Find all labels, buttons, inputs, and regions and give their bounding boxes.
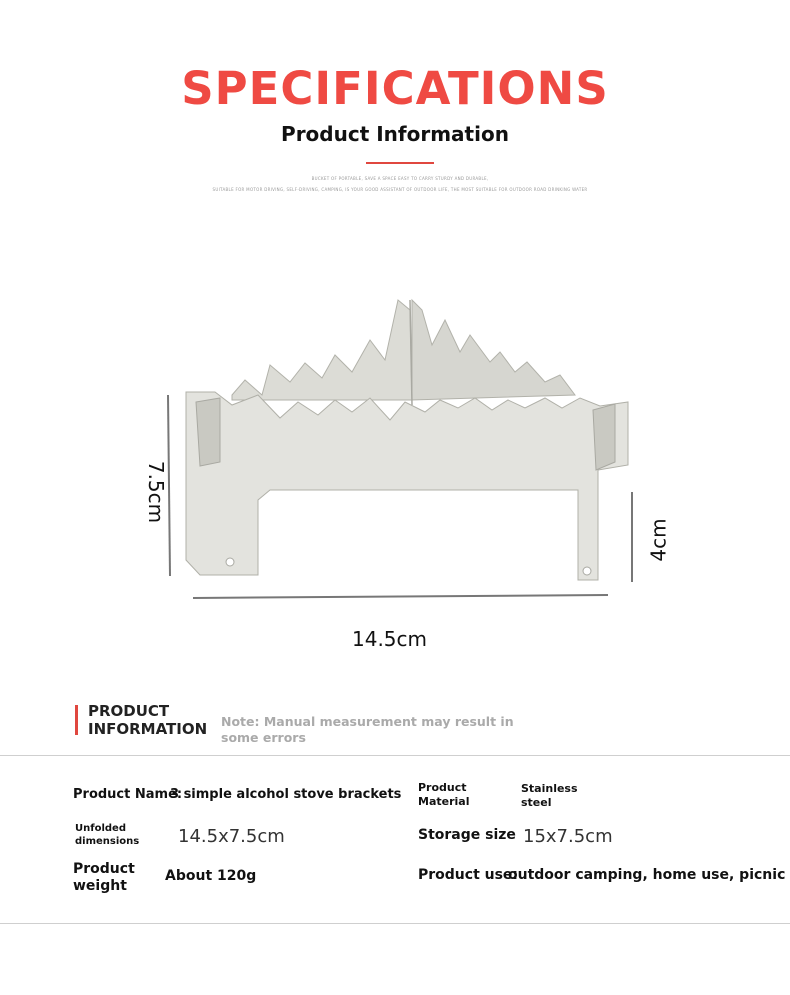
- section-title: PRODUCT INFORMATION: [88, 702, 208, 738]
- product-weight-value: About 120g: [165, 868, 257, 884]
- product-name-value: 3 simple alcohol stove brackets: [170, 787, 402, 802]
- back-plate: [232, 300, 412, 400]
- tagline-line-2: SUITABLE FOR MOTOR DRIVING, SELF-DRIVING, CAMPING, IS YOUR GOOD ASSISTANT OF OUTDOOR LIFE, THE MOST SUITABLE FOR OUTDOOR ROAD DRINKING WATER: [212, 187, 588, 192]
- unfolded-dimensions-value: 14.5x7.5cm: [178, 826, 285, 847]
- unfolded-dimensions-label: Unfolded dimensions: [75, 823, 140, 847]
- product-name-label: Product Name:: [73, 787, 183, 802]
- product-weight-label: Product weight: [73, 861, 135, 894]
- section-accent-bar: [75, 705, 78, 735]
- specs-top-divider: [0, 755, 790, 756]
- left-tab: [196, 398, 220, 466]
- specs-bottom-divider: [0, 923, 790, 924]
- material-value: Stainless steel: [521, 782, 578, 809]
- width-dimension-line: [193, 595, 608, 598]
- right-hole: [583, 567, 591, 575]
- product-use-label: Product use:: [418, 867, 519, 883]
- left-hole: [226, 558, 234, 566]
- page-title: SPECIFICATIONS: [181, 62, 609, 115]
- width-dimension-label: 14.5cm: [352, 627, 428, 651]
- tagline-line-1: BUCKET OF PORTABLE, SAVE A SPACE EASY TO CARRY STURDY AND DURABLE,: [311, 176, 489, 181]
- back-plate-right: [412, 300, 575, 400]
- right-tab: [593, 404, 615, 470]
- leg-dimension-label: 4cm: [646, 518, 671, 562]
- page-subtitle: Product Information: [281, 122, 509, 146]
- product-use-value: outdoor camping, home use, picnic: [508, 867, 786, 883]
- material-label: Product Material: [418, 781, 470, 808]
- front-plate: [186, 392, 628, 580]
- measurement-note: Note: Manual measurement may result in some errors: [221, 714, 514, 745]
- height-dimension-line: [168, 395, 170, 576]
- storage-size-value: 15x7.5cm: [523, 826, 613, 847]
- height-dimension-label: 7.5cm: [144, 460, 169, 524]
- storage-size-label: Storage size: [418, 827, 516, 843]
